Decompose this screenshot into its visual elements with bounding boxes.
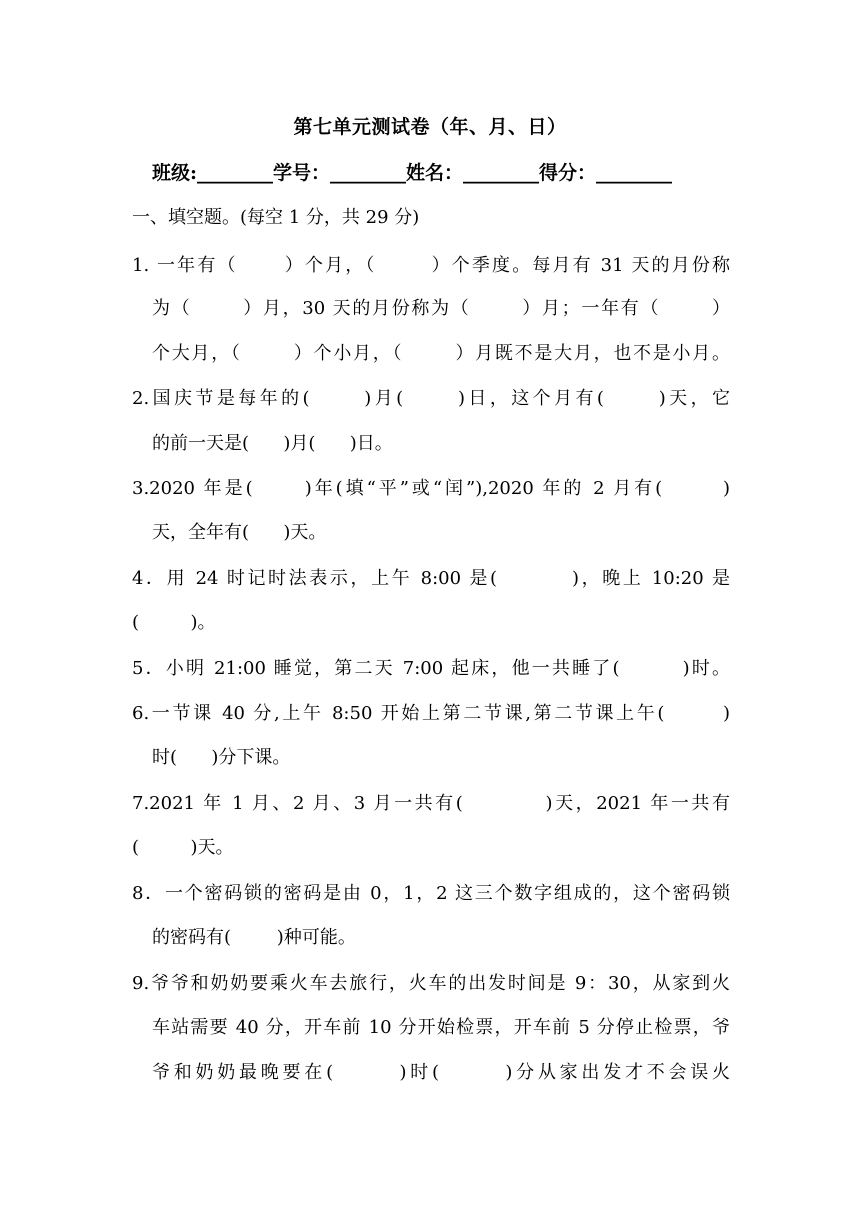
question-2-line-2: 的前一天是( )月( )日。 xyxy=(152,433,393,454)
question-1-line-1: 1. 一年有（ ）个月，（ ）个季度。每月有 31 天的月份称 xyxy=(132,255,730,276)
question-4-line-1: 4．用 24 时记时法表示，上午 8:00 是( )，晚上 10:20 是 xyxy=(132,568,730,589)
question-8-line-1: 8．一个密码锁的密码是由 0，1，2 这三个数字组成的，这个密码锁 xyxy=(132,883,730,904)
question-5-line-1: 5．小明 21:00 睡觉，第二天 7:00 起床，他一共睡了( )时。 xyxy=(132,658,730,679)
student-info-line: 班级:________学号：________姓名：________得分：________ xyxy=(152,162,673,184)
question-1-line-3: 个大月，（ ）个小月，（ ）月既不是大月，也不是小月。 xyxy=(152,343,730,364)
question-7-line-2: ( )天。 xyxy=(132,837,234,858)
question-1-line-2: 为（ ）月，30 天的月份称为（ ）月；一年有（ ） xyxy=(152,298,730,319)
question-3-line-1: 3.2020 年是( )年(填“平”或“闰”),2020 年的 2 月有( ) xyxy=(132,478,730,499)
question-3-line-2: 天，全年有( )天。 xyxy=(152,522,327,543)
question-9-line-3: 爷和奶奶最晚要在( )时( )分从家出发才不会误火 xyxy=(152,1062,730,1083)
question-8-line-2: 的密码有( )种可能。 xyxy=(152,927,356,948)
question-9-line-2: 车站需要 40 分，开车前 10 分开始检票，开车前 5 分停止检票，爷 xyxy=(152,1017,730,1038)
question-6-line-2: 时( )分下课。 xyxy=(152,747,291,768)
question-2-line-1: 2.国庆节是每年的( )月( )日，这个月有( )天，它 xyxy=(132,388,730,409)
question-6-line-1: 6.一节课 40 分,上午 8:50 开始上第二节课,第二节课上午( ) xyxy=(132,703,730,724)
question-4-line-2: ( )。 xyxy=(132,612,216,633)
page-title: 第七单元测试卷（年、月、日） xyxy=(293,116,567,138)
section-heading: 一、填空题。(每空 1 分，共 29 分) xyxy=(132,207,420,228)
question-7-line-1: 7.2021 年 1 月、2 月、3 月一共有( )天，2021 年一共有 xyxy=(132,793,730,814)
question-9-line-1: 9.爷爷和奶奶要乘火车去旅行，火车的出发时间是 9：30，从家到火 xyxy=(132,973,730,994)
